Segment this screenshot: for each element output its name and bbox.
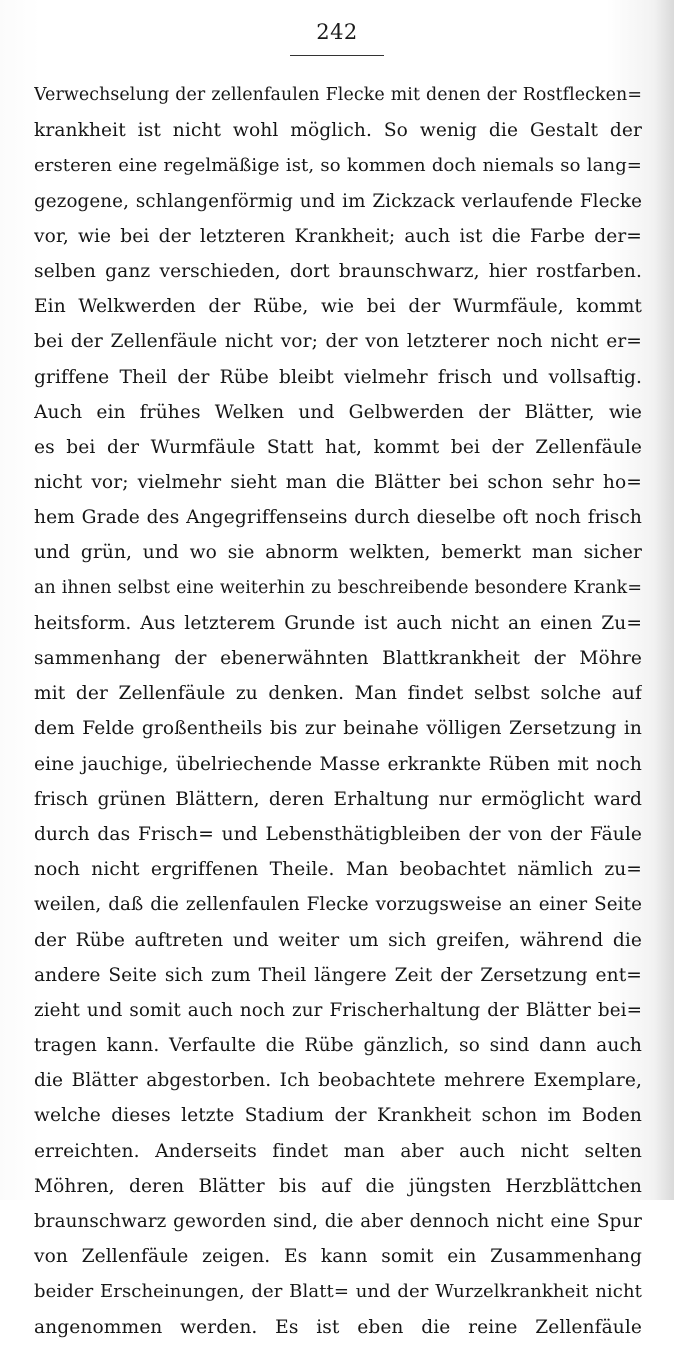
text-line: Möhren, deren Blätter bis auf die jüngsten Herzblättchen	[34, 1175, 642, 1197]
text-line: tragen kann. Verfaulte die Rübe gänzlich, so sind dann auch	[34, 1035, 642, 1057]
text-line: hem Grade des Angegriffenseins durch dieselbe oft noch frisch	[34, 507, 642, 529]
text-line: Auch ein frühes Welken und Gelbwerden der Blätter, wie	[34, 401, 642, 423]
text-line: heitsform. Aus letzterem Grunde ist auch nicht an einen Zu=	[34, 612, 642, 634]
text-line: weilen, daß die zellenfaulen Flecke vorzugsweise an einer Seite	[34, 894, 642, 916]
text-line: sammenhang der ebenerwähnten Blattkrankheit der Möhre	[34, 648, 642, 669]
text-line: zieht und somit auch noch zur Frischerhaltung der Blätter bei=	[34, 999, 642, 1021]
text-line: erreichten. Anderseits findet man aber auch nicht selten	[34, 1140, 642, 1162]
text-line: selben ganz verschieden, dort braunschwarz, hier rostfarben.	[34, 260, 642, 282]
text-line: braunschwarz geworden sind, die aber dennoch nicht eine Spur	[34, 1211, 642, 1232]
text-line: vor, wie bei der letzteren Krankheit; auch ist die Farbe der=	[34, 225, 642, 247]
text-line: durch das Frisch= und Lebensthätigbleiben der von der Fäule	[34, 823, 642, 845]
text-line: griffene Theil der Rübe bleibt vielmehr frisch und vollsaftig.	[34, 366, 642, 388]
text-line: der Rübe auftreten und weiter um sich greifen, während die	[34, 929, 642, 951]
text-line: angenommen werden. Es ist eben die reine Zellenfäule	[34, 1316, 642, 1338]
text-line: dem Felde großentheils bis zur beinahe völligen Zersetzung in	[34, 718, 642, 740]
text-line: und grün, und wo sie abnorm welkten, bemerkt man sicher	[34, 542, 642, 564]
text-line: welche dieses letzte Stadium der Krankheit schon im Boden	[34, 1105, 642, 1127]
text-line: an ihnen selbst eine weiterhin zu beschreibende besondere Krank=	[34, 577, 642, 598]
text-line: krankheit ist nicht wohl möglich. So wenig die Gestalt der	[34, 120, 642, 142]
text-line: von Zellenfäule zeigen. Es kann somit ein Zusammenhang	[34, 1246, 642, 1268]
body-text	[34, 78, 642, 1345]
text-line: bei der Zellenfäule nicht vor; der von letzterer noch nicht er=	[34, 331, 642, 353]
text-line: Verwechselung der zellenfaulen Flecke mit denen der Rostflecken=	[34, 85, 642, 105]
text-line: noch nicht ergriffenen Theile. Man beobachtet nämlich zu=	[34, 859, 642, 881]
text-line: frisch grünen Blättern, deren Erhaltung nur ermöglicht ward	[34, 788, 642, 810]
text-line: Ein Welkwerden der Rübe, wie bei der Wurmfäule, kommt	[34, 296, 642, 318]
text-line: mit der Zellenfäule zu denken. Man findet selbst solche auf	[34, 683, 642, 705]
text-line: nicht vor; vielmehr sieht man die Blätter bei schon sehr ho=	[34, 472, 642, 494]
header-rule	[290, 55, 384, 56]
text-line: die Blätter abgestorben. Ich beobachtete mehrere Exemplare,	[34, 1070, 642, 1092]
text-line: andere Seite sich zum Theil längere Zeit der Zersetzung ent=	[34, 964, 642, 986]
text-line: gezogene, schlangenförmig und im Zickzack verlaufende Flecke	[34, 190, 642, 212]
text-line: ersteren eine regelmäßige ist, so kommen doch niemals so lang=	[34, 155, 642, 177]
text-line: beider Erscheinungen, der Blatt= und der Wurzelkrankheit nicht	[34, 1281, 642, 1303]
text-line: es bei der Wurmfäule Statt hat, kommt bei der Zellenfäule	[34, 436, 642, 458]
text-line: eine jauchige, übelriechende Masse erkrankte Rüben mit noch	[34, 753, 642, 775]
page-number: 242	[316, 20, 358, 44]
